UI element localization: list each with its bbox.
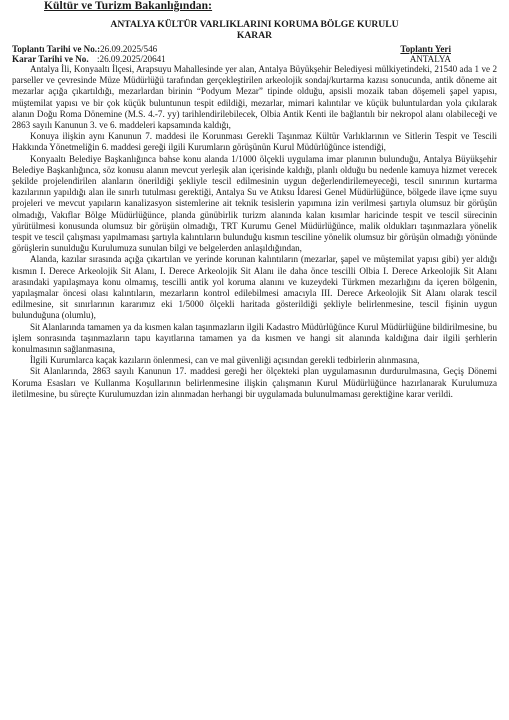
decision-body <box>12 64 497 400</box>
decision-heading: KARAR <box>236 30 273 41</box>
meeting-date-label: Toplantı Tarihi ve No.: <box>12 44 101 54</box>
board-title: ANTALYA KÜLTÜR VARLIKLARINI KORUMA BÖLGE KURULU <box>110 19 399 30</box>
body-paragraph: Sit Alanlarında, 2863 sayılı Kanunun 17. maddesi gereği her ölçekteki plan uygulamasının durdurulmasına, Geçiş Dönemi Koruma Esasları ve Kullanma Koşullarının belirlenmesine ilişkin çalışmanın Kurul Müdürlüğünce hazırlanarak Kurulumuza iletilmesine, bu süreçte Kurulumuzdan izin alınmadan herhangi bir uygulamada bulunulmaması gerektiğine karar verildi. <box>12 366 497 399</box>
decision-date-value: :26.09.2025/20641 <box>97 54 166 64</box>
decision-date-label: Karar Tarihi ve No. <box>12 54 89 64</box>
meeting-place-value: ANTALYA <box>409 54 451 64</box>
body-paragraph: İlgili Kurumlarca kaçak kazıların önlenmesi, can ve mal güvenliği açısından gerekli tedbirlerin alınmasına, <box>30 355 420 366</box>
ministry-heading: Kültür ve Turizm Bakanlığından: <box>44 0 213 12</box>
body-paragraph: Konyaaltı Belediye Başkanlığınca bahse konu alanda 1/1000 ölçekli uygulama imar planının bulunduğu, Antalya Büyükşehir Belediye Başkanlığınca, söz konusu alanın mevcut yerleşik alan içerisinde kaldığı, planlı olduğu bu nedenle kamuya hizmet verecek şekilde projelendirilen alanların önerildiği şekliyle tescil edilmesinin uygun değerlendirilemeyeceği, tescil sınırının kurtarma kazılarının yapıldığı alan ile sınırlı tutulması gerektiği, Antalya Su ve Atıksu İdaresi Genel Müdürlüğünce, bölgede ilave içme suyu projeleri ve mevcut yapıların kanalizasyon sistemlerine ait teknik tesislerin yapımına izin verilmesi şartıyla olumsuz bir görüşün olmadığı, Vakıflar Bölge Müdürlüğünce, planda günübirlik turizm alanında kalan kısımlar haricinde tespit ve tescil sürecinin yürütülmesi konusunda olumsuz bir görüşün olmadığı, TRT Kurumu Genel Müdürlüğünce, malik oldukları taşınmazlara yönelik tespit ve tescil çalışması yapılmaması şartıyla kalıntıların bulunduğu kısmın tesciline yönelik olumsuz bir görüşün olmadığı yönünde görüşlerin sunulduğu Kurulumuza sunulan bilgi ve belgelerden anlaşıldığından, <box>12 153 497 254</box>
meeting-date-value: 26.09.2025/546 <box>100 44 158 54</box>
body-paragraph: Konuya ilişkin aynı Kanunun 7. maddesi ile Korunması Gerekli Taşınmaz Kültür Varlıklarının ve Sitlerin Tespit ve Tescili Hakkında Yönetmeliğin 6. maddesi gereği ilgili Kurumların görüşünün Kurul Müdürlüğünce istendiği, <box>12 131 497 153</box>
body-paragraph: Alanda, kazılar sırasında açığa çıkartılan ve yerinde korunan kalıntıların (mezarlar, şapel ve müştemilat yapısı gibi) yer aldığı kısmın I. Derece Arkeolojik Sit Alanı, I. Derece Arkeolojik Sit Alanı ile daha önce tescilli Olbia I. Derece Arkeolojik Sit Alanı arasındaki yapılaşmaya konu olmamış, tescilli antik yol koruma alanını ve kuzeydeki Türkmen mezarlığını da içeren bölgenin, yapılaşmalar öncesi olası kalıntıların, mezarların kontrol edilebilmesi amacıyla III. Derece Arkeolojik Sit Alanı olarak tescil edilmesine, sit sınırlarının kararımız eki 1/5000 ölçekli haritada gösterildiği şekliyle belirlenmesine, tescil fişinin uygun bulunduğuna (olumlu), <box>12 254 497 321</box>
body-paragraph: Antalya İli, Konyaaltı İlçesi, Arapsuyu Mahallesinde yer alan, Antalya Büyükşehir Belediyesi mülkiyetindeki, 21540 ada 1 ve 2 parseller ve çevresinde Müze Müdürlüğü tarafından gerçekleştirilen arkeolojik sondaj/kurtarma kazısı sonucunda, antik döneme ait mezarlar açığa çıkartıldığı, mezarlardan birinin “Podyum Mezar” tipinde olduğu, apsisli mozaik taban döşemeli şapel yapısı, müştemilat yapısı ve bir çok küçük buluntunun tespit edildiği, mezarlar, mimari kalıntılar ve küçük buluntulardan yola çıkılarak alanın Doğu Roma Dönemine (M.S. 4.-7. yy) tarihlendirilebilecek, Olbia Antik Kenti ile bağlantılı bir nekropol alanı olabileceği ve 2863 sayılı Kanunun 3. ve 6. maddeleri kapsamında kaldığı, <box>12 64 497 131</box>
meeting-place-label: Toplantı Yeri <box>400 44 451 54</box>
body-paragraph: Sit Alanlarında tamamen ya da kısmen kalan taşınmazların ilgili Kadastro Müdürlüğünce Kurul Müdürlüğüne bildirilmesine, bu işlem sonrasında taşınmazların tapu kayıtlarına tamamen ya da kısmen ve hangi sit alanında kaldığına dair ilgili şerhlerin konulmasının sağlanmasına, <box>12 321 497 355</box>
